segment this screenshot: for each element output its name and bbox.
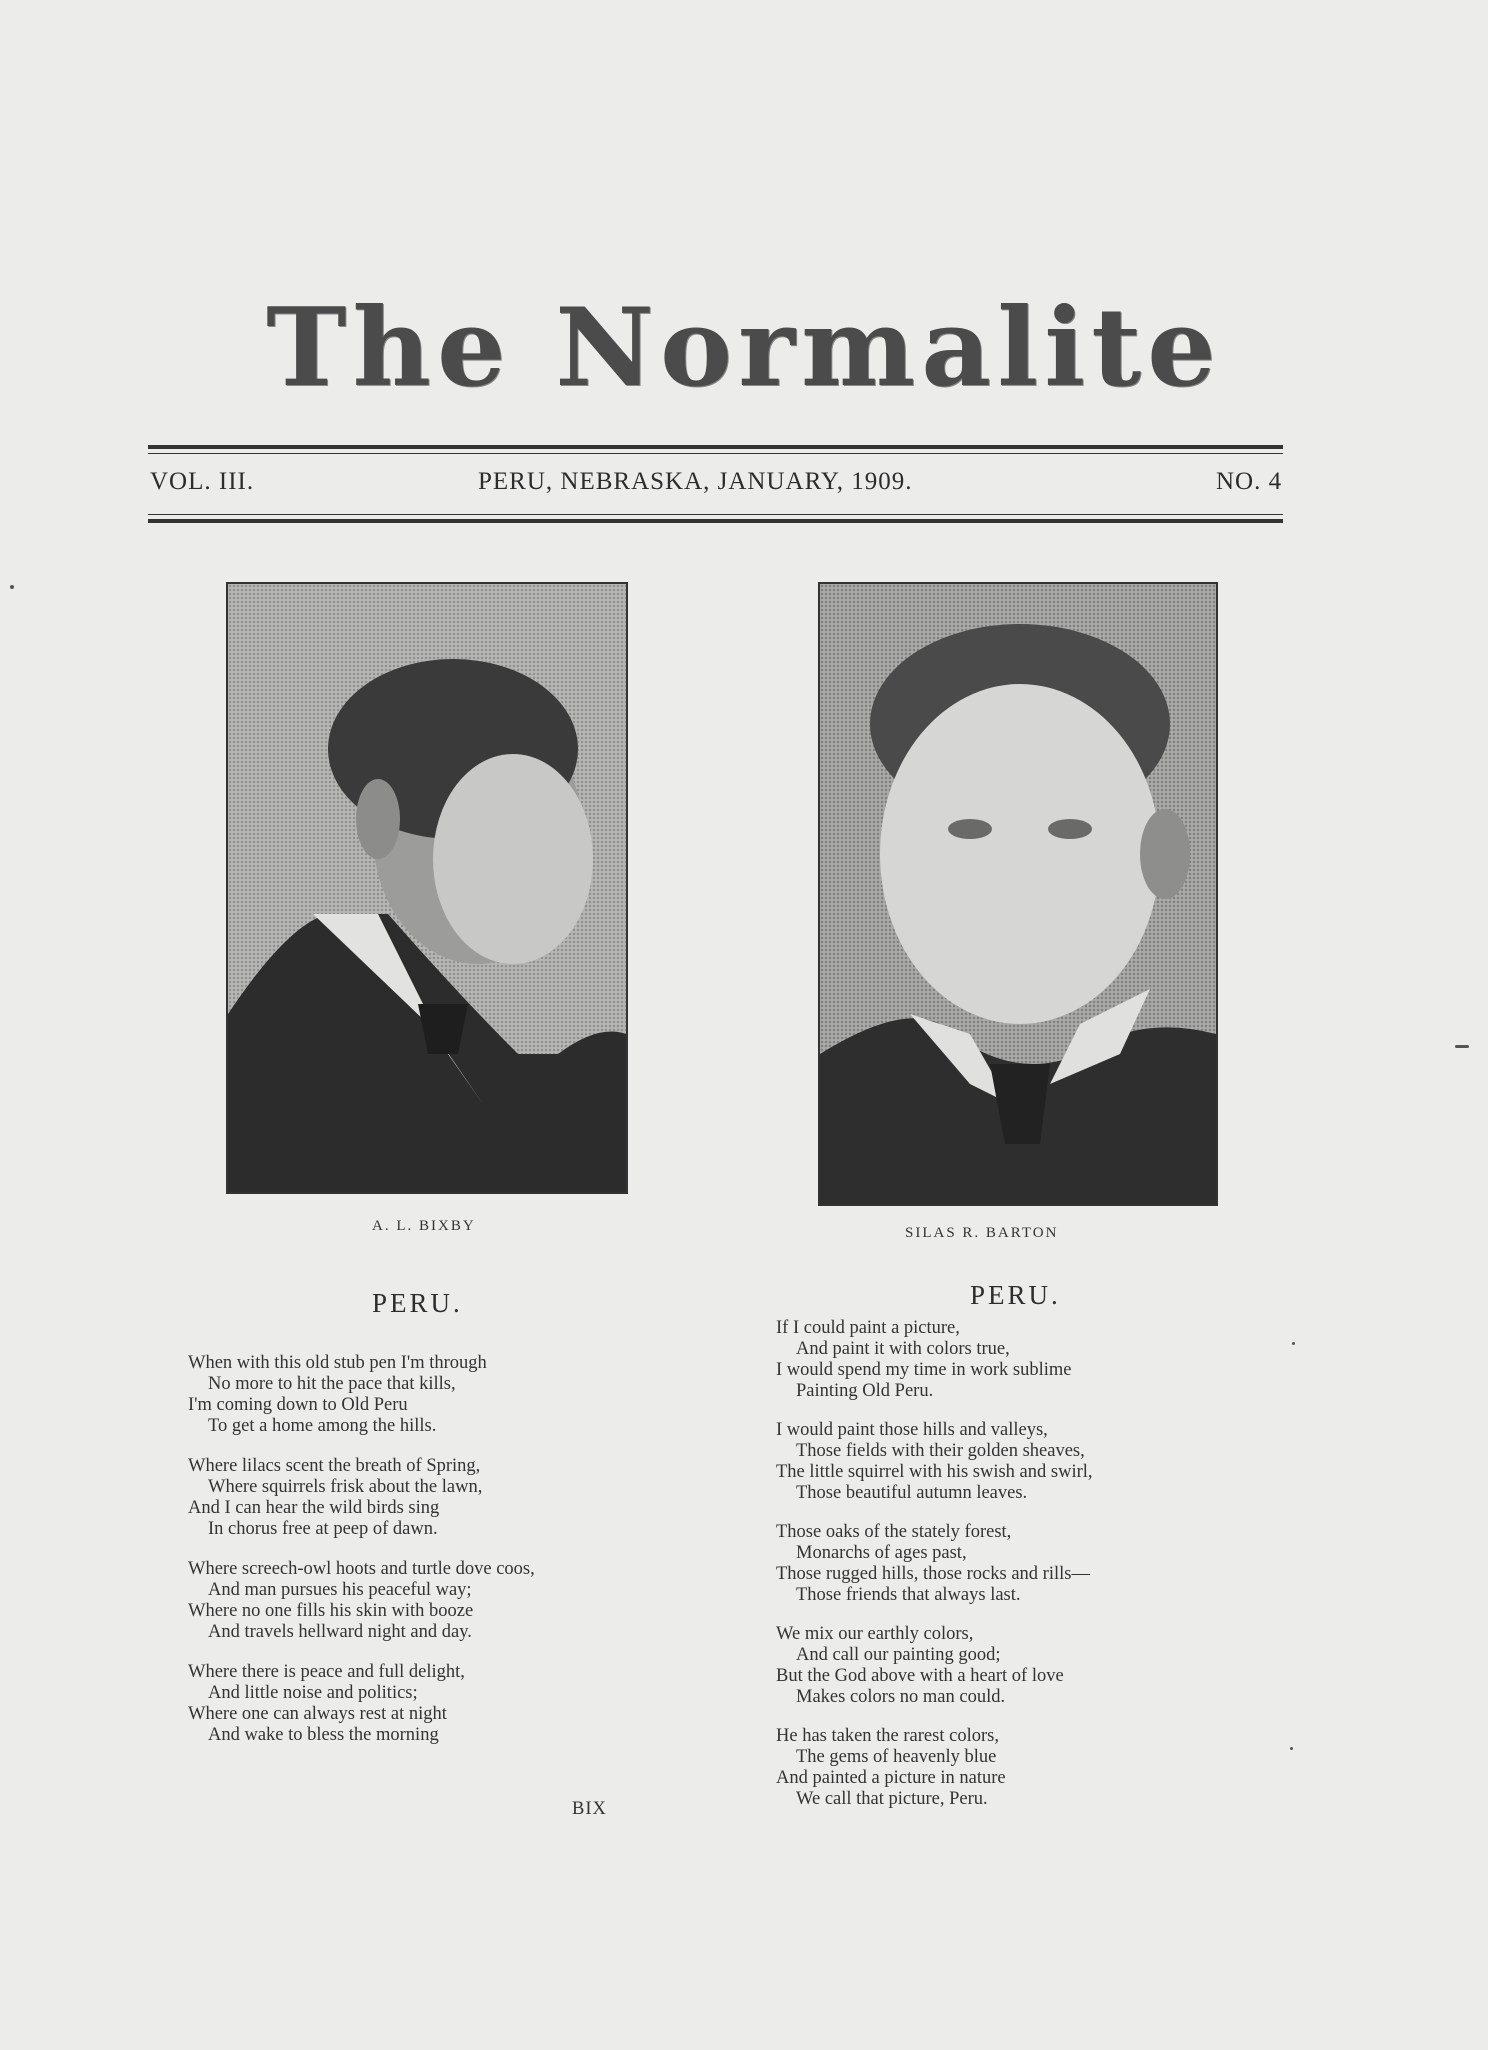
poem-line: Those fields with their golden sheaves, — [796, 1441, 1085, 1461]
poem-line: Makes colors no man could. — [796, 1687, 1006, 1707]
poem-line: Those friends that always last. — [796, 1585, 1021, 1605]
poem-left-signature: BIX — [572, 1799, 607, 1819]
issue-number-label: NO. 4 — [1216, 468, 1283, 495]
poem-line: When with this old stub pen I'm through — [188, 1353, 487, 1373]
poem-right-title: PERU. — [970, 1280, 1061, 1310]
poem-right-body — [776, 1318, 1246, 1828]
poem-line: But the God above with a heart of love — [776, 1666, 1064, 1686]
poem-line: Those beautiful autumn leaves. — [796, 1483, 1028, 1503]
poem-left-body — [188, 1353, 648, 1765]
volume-label: VOL. III. — [150, 468, 255, 495]
poem-line: I'm coming down to Old Peru — [188, 1395, 408, 1415]
print-speck — [1292, 1342, 1295, 1345]
poem-line: Those rugged hills, those rocks and rills— — [776, 1564, 1090, 1584]
place-date-label: PERU, NEBRASKA, JANUARY, 1909. — [478, 468, 913, 495]
poem-left-stanza-4 — [188, 1662, 648, 1746]
print-speck — [10, 585, 14, 589]
print-speck — [1290, 1747, 1293, 1750]
poem-line: And paint it with colors true, — [796, 1339, 1010, 1359]
print-speck — [1455, 1045, 1469, 1048]
masthead-title: The Normalite — [266, 285, 1222, 411]
poem-line: Painting Old Peru. — [796, 1381, 934, 1401]
poem-line: We mix our earthly colors, — [776, 1624, 974, 1644]
poem-line: No more to hit the pace that kills, — [208, 1374, 456, 1394]
poem-line: Those oaks of the stately forest, — [776, 1522, 1012, 1542]
poem-line: Where lilacs scent the breath of Spring, — [188, 1456, 481, 1476]
poem-right-stanza-4 — [776, 1624, 1246, 1708]
poem-line: He has taken the rarest colors, — [776, 1726, 999, 1746]
poem-line: And painted a picture in nature — [776, 1768, 1006, 1788]
poem-line: In chorus free at peep of dawn. — [208, 1519, 438, 1539]
bottom-rule-thick — [148, 519, 1283, 523]
poem-right-stanza-2 — [776, 1420, 1246, 1504]
poem-line: Where squirrels frisk about the lawn, — [208, 1477, 483, 1497]
poem-left-title: PERU. — [372, 1288, 463, 1318]
poem-right-stanza-5 — [776, 1726, 1246, 1810]
portrait-bixby-photo — [226, 582, 628, 1194]
poem-left-stanza-3 — [188, 1559, 648, 1643]
poem-right-stanza-3 — [776, 1522, 1246, 1606]
portrait-barton-image — [820, 584, 1216, 1204]
poem-line: And travels hellward night and day. — [208, 1622, 472, 1642]
poem-line: I would spend my time in work sublime — [776, 1360, 1072, 1380]
portrait-barton-caption: SILAS R. BARTON — [905, 1225, 1059, 1241]
portrait-bixby-image — [228, 584, 626, 1192]
poem-line: If I could paint a picture, — [776, 1318, 960, 1338]
portrait-barton-photo — [818, 582, 1218, 1206]
poem-line: And call our painting good; — [796, 1645, 1001, 1665]
poem-line: Where there is peace and full delight, — [188, 1662, 465, 1682]
poem-line: Monarchs of ages past, — [796, 1543, 967, 1563]
poem-left-stanza-2 — [188, 1456, 648, 1540]
poem-line: Where no one fills his skin with booze — [188, 1601, 474, 1621]
poem-line: Where screech-owl hoots and turtle dove coos, — [188, 1559, 535, 1579]
poem-line: I would paint those hills and valleys, — [776, 1420, 1048, 1440]
bottom-rule-thin — [148, 514, 1283, 515]
top-rule-thin — [148, 453, 1283, 454]
poem-line: And man pursues his peaceful way; — [208, 1580, 472, 1600]
poem-line: The gems of heavenly blue — [796, 1747, 997, 1767]
poem-line: To get a home among the hills. — [208, 1416, 437, 1436]
poem-line: And little noise and politics; — [208, 1683, 418, 1703]
poem-line: The little squirrel with his swish and swirl, — [776, 1462, 1093, 1482]
poem-right-stanza-1 — [776, 1318, 1246, 1402]
poem-line: Where one can always rest at night — [188, 1704, 447, 1724]
portrait-bixby-caption: A. L. BIXBY — [372, 1218, 476, 1234]
poem-line: And wake to bless the morning — [208, 1725, 439, 1745]
poem-left-stanza-1 — [188, 1353, 648, 1437]
poem-line: We call that picture, Peru. — [796, 1789, 988, 1809]
poem-line: And I can hear the wild birds sing — [188, 1498, 440, 1518]
top-rule-thick — [148, 445, 1283, 449]
